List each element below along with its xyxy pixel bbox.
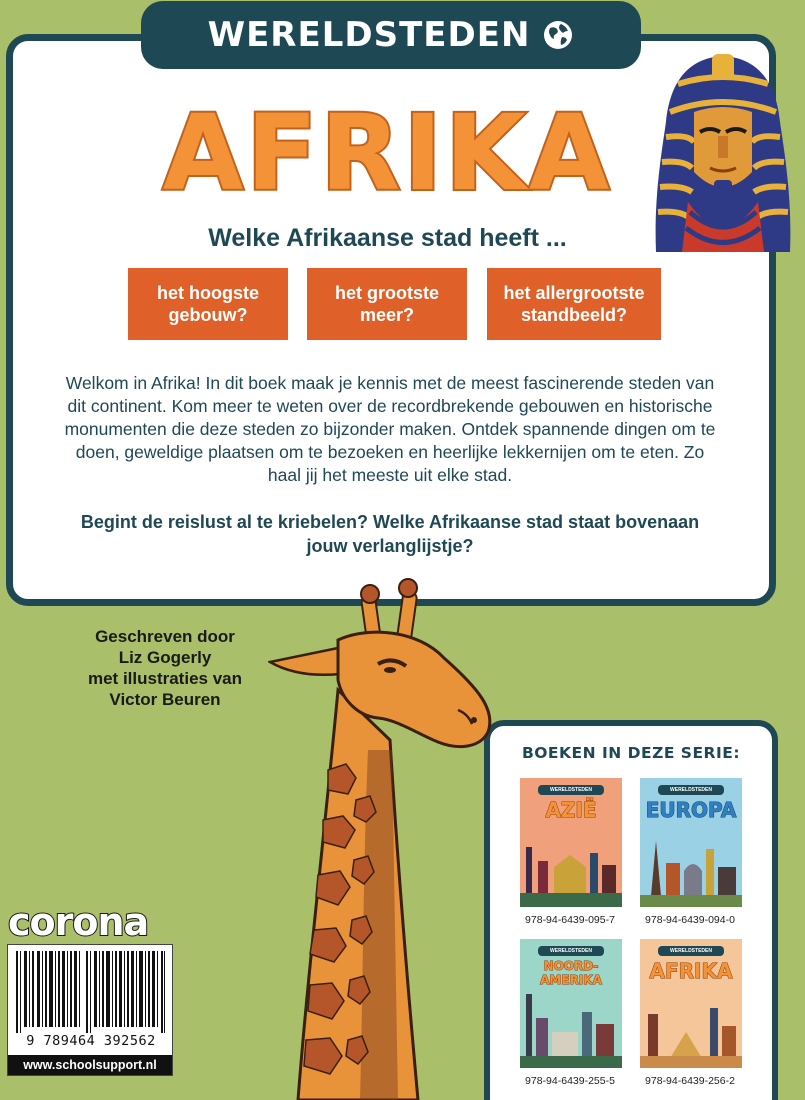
credits: [60, 626, 270, 710]
book-cover-europa: [640, 778, 742, 907]
question-box-largest-lake: het grootste meer?: [307, 268, 467, 340]
book-isbn-azie: 978-94-6439-095-7: [525, 914, 615, 926]
book-cover-title: EUROPA: [645, 798, 737, 822]
books-series-panel: [484, 720, 778, 1100]
pharaoh-mask-illustration: [648, 52, 798, 262]
city-skyline-illustration: [640, 827, 742, 907]
books-series-heading: BOEKEN IN DEZE SERIE:: [521, 744, 741, 762]
series-header: [141, 1, 641, 69]
credits-author: Liz Gogerly: [118, 648, 212, 667]
book-isbn-afrika: 978-94-6439-256-2: [645, 1075, 735, 1087]
question-box-largest-statue: het allergrootste standbeeld?: [487, 268, 661, 340]
book-cover-afrika: [640, 939, 742, 1068]
series-title: WERELDSTEDEN: [207, 15, 531, 55]
book-cover-title: AFRIKA: [649, 959, 733, 983]
book-series-label: WERELDSTEDEN: [538, 785, 604, 795]
credits-written-by: Geschreven door: [95, 627, 235, 646]
book-isbn-noord-amerika: 978-94-6439-255-5: [525, 1075, 615, 1087]
barcode-bars: [16, 951, 166, 1033]
website-url: www.schoolsupport.nl: [8, 1055, 172, 1075]
book-title: AFRIKA: [162, 92, 613, 214]
intro-text: Welkom in Afrika! In dit boek maak je kennis met de meest fascinerende steden van dit continent. Kom meer te weten over de recordbrekende gebouwen en historische monumenten die deze steden zo bijzonder maken. Ontdek spannende dingen om te doen, geweldige plaatsen om te bezoeken en heerlijke lekkernijen om te eten. Zo haal jij het meeste uit elke stad.: [64, 373, 716, 485]
question-heading: Welke Afrikaanse stad heeft ...: [208, 224, 567, 252]
book-isbn-europa: 978-94-6439-094-0: [645, 914, 735, 926]
globe-icon: [542, 19, 574, 51]
closing-text: Begint de reislust al te kriebelen? Welke Afrikaanse stad staat bovenaan jouw verlanglijstje?: [80, 512, 700, 556]
book-series-label: WERELDSTEDEN: [538, 946, 604, 956]
publisher-logo: [8, 900, 173, 948]
book-series-label: WERELDSTEDEN: [658, 946, 724, 956]
publisher-name: corona: [8, 900, 149, 944]
city-skyline-illustration: [520, 827, 622, 907]
giraffe-illustration: [268, 570, 508, 1100]
book-cover-title: AZIË: [545, 798, 597, 822]
credits-illustrator: Victor Beuren: [109, 690, 221, 709]
barcode-number: 9 789464 392562: [26, 1033, 156, 1049]
book-cover-noord-amerika: [520, 939, 622, 1068]
credits-illustrations-by: met illustraties van: [87, 669, 242, 688]
city-skyline-illustration: [640, 988, 742, 1068]
question-box-tallest-building: het hoogste gebouw?: [128, 268, 288, 340]
book-cover-azie: [520, 778, 622, 907]
city-skyline-illustration: [520, 988, 622, 1068]
book-series-label: WERELDSTEDEN: [658, 785, 724, 795]
book-cover-title: NOORD-AMERIKA: [540, 959, 602, 987]
barcode: [7, 944, 173, 1076]
